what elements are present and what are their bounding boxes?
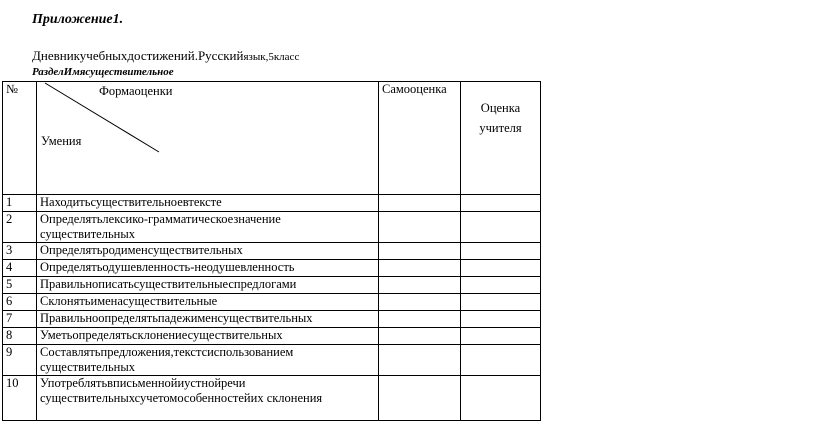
self-assessment-cell[interactable]: [379, 311, 461, 328]
self-assessment-cell[interactable]: [379, 345, 461, 376]
teacher-grade-cell[interactable]: [461, 376, 541, 421]
row-number: 5: [3, 277, 37, 294]
table-row: [3, 311, 541, 328]
header-assessment-form: Формаоценки: [99, 84, 173, 98]
table-row: [3, 243, 541, 260]
teacher-grade-cell[interactable]: [461, 311, 541, 328]
row-skill: Находитьсуществительноевтексте: [37, 195, 379, 212]
header-self-assessment: Самооценка: [379, 82, 461, 195]
title-main: Дневникучебныхдостижений.Русский: [32, 48, 244, 63]
row-skill: Определятьлексико-грамматическоезначение существительных: [37, 212, 379, 243]
title-tail: язык,5класс: [243, 51, 300, 63]
section-label: РазделИмясуществительное: [32, 66, 174, 78]
row-skill: Склонятьименасуществительные: [37, 294, 379, 311]
self-assessment-cell[interactable]: [379, 195, 461, 212]
self-assessment-cell[interactable]: [379, 277, 461, 294]
row-skill: Правильнописатьсуществительныеспредлогами: [37, 277, 379, 294]
header-row: [3, 82, 541, 195]
table-row: [3, 260, 541, 277]
table-row: [3, 345, 541, 376]
table-row: [3, 376, 541, 421]
row-skill: Определятьродименсуществительных: [37, 243, 379, 260]
header-skills: Умения: [41, 134, 82, 148]
self-assessment-cell[interactable]: [379, 376, 461, 421]
appendix-label: Приложение1.: [32, 12, 124, 27]
table-row: [3, 294, 541, 311]
achievements-table: [2, 81, 541, 421]
teacher-grade-cell[interactable]: [461, 243, 541, 260]
self-assessment-cell[interactable]: [379, 212, 461, 243]
teacher-grade-cell[interactable]: [461, 277, 541, 294]
header-number: №: [3, 82, 37, 195]
row-skill: Составлятьпредложения,текстсиспользованием существительных: [37, 345, 379, 376]
row-skill: Уметьопределятьсклонениесуществительных: [37, 328, 379, 345]
self-assessment-cell[interactable]: [379, 260, 461, 277]
row-number: 8: [3, 328, 37, 345]
table-row: [3, 277, 541, 294]
row-skill: Употреблятьвписьменнойиустнойречи существительныхсучетомособенностейих склонения: [37, 376, 379, 421]
teacher-grade-cell[interactable]: [461, 345, 541, 376]
document-title: [32, 48, 299, 64]
row-number: 6: [3, 294, 37, 311]
row-number: 4: [3, 260, 37, 277]
row-number: 9: [3, 345, 37, 376]
table-row: [3, 328, 541, 345]
teacher-grade-cell[interactable]: [461, 195, 541, 212]
self-assessment-cell[interactable]: [379, 294, 461, 311]
row-number: 1: [3, 195, 37, 212]
row-number: 2: [3, 212, 37, 243]
teacher-grade-cell[interactable]: [461, 294, 541, 311]
row-number: 3: [3, 243, 37, 260]
teacher-grade-cell[interactable]: [461, 212, 541, 243]
row-number: 7: [3, 311, 37, 328]
header-diagonal-cell: [37, 82, 379, 195]
row-skill: Определятьодушевленность-неодушевленность: [37, 260, 379, 277]
diagonal-divider: [37, 82, 379, 178]
teacher-grade-cell[interactable]: [461, 260, 541, 277]
row-number: 10: [3, 376, 37, 421]
row-skill: Правильноопределятьпадежименсуществительных: [37, 311, 379, 328]
table-row: [3, 195, 541, 212]
self-assessment-cell[interactable]: [379, 328, 461, 345]
table-row: [3, 212, 541, 243]
self-assessment-cell[interactable]: [379, 243, 461, 260]
teacher-grade-cell[interactable]: [461, 328, 541, 345]
header-teacher-grade: Оценка учителя: [461, 82, 541, 195]
